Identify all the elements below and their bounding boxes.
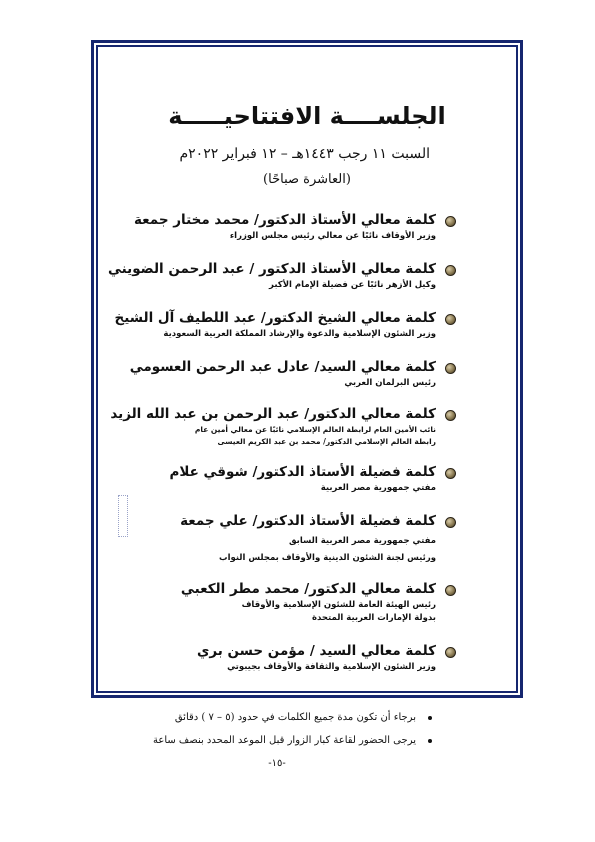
bullet-icon	[445, 216, 456, 227]
bullet-icon	[445, 410, 456, 421]
speaker-name: كلمة معالي الأستاذ الدكتور/ محمد مختار جمعة	[133, 212, 436, 228]
speaker-item	[110, 404, 436, 448]
speaker-role: رئيس البرلمان العربي	[344, 378, 436, 388]
bullet-icon	[445, 314, 456, 325]
speaker-role: وزير الأوقاف نائبًا عن معالي رئيس مجلس الوزراء	[229, 231, 436, 241]
notes-list	[100, 710, 416, 756]
bullet-icon	[445, 363, 456, 374]
speaker-name: كلمة فضيلة الأستاذ الدكتور/ علي جمعة	[180, 513, 436, 529]
speaker-item	[110, 511, 436, 565]
speaker-name: كلمة معالي الدكتور/ عبد الرحمن بن عبد الله الزيد	[110, 406, 436, 422]
speaker-role: ورئيس لجنة الشئون الدينية والأوقاف بمجلس النواب	[219, 553, 436, 563]
speaker-item	[110, 308, 436, 341]
bullet-icon	[445, 265, 456, 276]
speaker-list	[107, 210, 436, 674]
speaker-role: مفتي جمهورية مصر العربية السابق	[288, 536, 436, 546]
speaker-item	[110, 210, 436, 243]
note-item	[100, 710, 416, 726]
speaker-item	[110, 462, 436, 495]
note-text: برجاء أن تكون مدة جميع الكلمات في حدود (٥ – ٧ ) دقائق	[174, 712, 416, 723]
speaker-name: كلمة معالي الأستاذ الدكتور / عبد الرحمن الضويني	[107, 261, 436, 277]
speaker-name: كلمة فضيلة الأستاذ الدكتور/ شوقي علام	[169, 464, 436, 480]
speaker-role: بدولة الإمارات العربية المتحدة	[312, 613, 436, 623]
speaker-role: نائب الأمين العام لرابطة العالم الإسلامي نائبًا عن معالي أمين عام	[194, 425, 436, 434]
speaker-name: كلمة معالي الشيخ الدكتور/ عبد اللطيف آل الشيخ	[114, 310, 436, 326]
speaker-name: كلمة معالي السيد / مؤمن حسن بري	[196, 643, 436, 659]
session-date: السبت ١١ رجب ١٤٤٣هـ – ١٢ فبراير ٢٠٢٢م	[179, 146, 430, 162]
bullet-icon	[428, 739, 432, 743]
bullet-icon	[445, 468, 456, 479]
speaker-role: وكيل الأزهر نائبًا عن فضيلة الإمام الأكبر	[269, 280, 436, 290]
speaker-name: كلمة معالي الدكتور/ محمد مطر الكعبي	[180, 581, 436, 597]
speaker-item	[107, 259, 436, 292]
bullet-icon	[445, 647, 456, 658]
speaker-role: رابطة العالم الإسلامي الدكتور/ محمد بن عبد الكريم العيسى	[217, 437, 436, 446]
speaker-item	[110, 579, 436, 625]
note-text: يرجى الحضور لقاعة كبار الزوار قبل الموعد المحدد بنصف ساعة	[153, 735, 416, 746]
speaker-role: وزير الشئون الإسلامية والثقافة والأوقاف بجيبوتي	[227, 662, 436, 672]
page-title: الجلســــة الافتتاحيـــــة	[168, 102, 446, 131]
speaker-item	[110, 641, 436, 674]
note-item	[100, 733, 416, 749]
speaker-role: وزير الشئون الإسلامية والدعوة والإرشاد المملكة العربية السعودية	[163, 329, 436, 339]
speaker-item	[110, 357, 436, 390]
speaker-name: كلمة معالي السيد/ عادل عبد الرحمن العسومي	[129, 359, 436, 375]
bullet-icon	[445, 585, 456, 596]
session-time: (العاشرة صباحًا)	[263, 172, 351, 187]
bullet-icon	[445, 517, 456, 528]
speaker-role: مفتي جمهورية مصر العربية	[320, 483, 436, 493]
page-number: -١٥-	[268, 758, 286, 769]
bullet-icon	[428, 716, 432, 720]
speaker-role: رئيس الهيئة العامة للشئون الإسلامية والأوقاف	[241, 600, 436, 610]
